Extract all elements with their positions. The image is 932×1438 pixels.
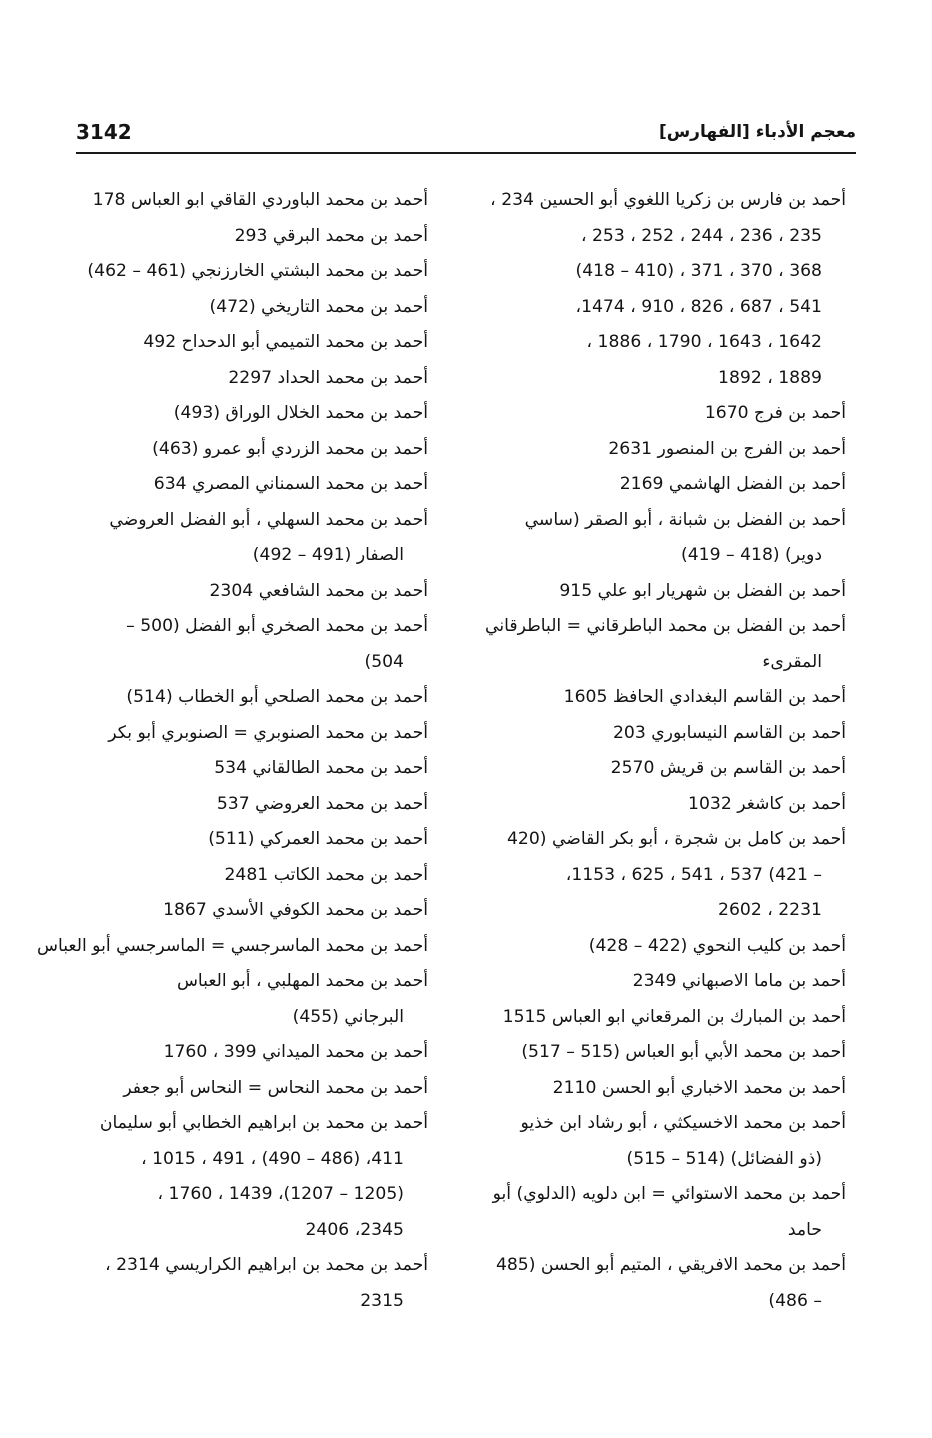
index-entry-line: أحمد بن القاسم بن قريش 2570 [610, 758, 846, 778]
index-entry-line: أحمد بن محمد التميمي أبو الدحداح 492 [143, 332, 428, 352]
index-entry-line: أحمد بن محمد الاخباري أبو الحسن 2110 [552, 1077, 846, 1098]
index-entry [486, 432, 846, 468]
index-entry-continuation: 368 ، 370 ، 371 ، (410 – 418) [575, 261, 822, 281]
index-entry-continuation: 2345، 2406 [305, 1219, 404, 1240]
index-entry [68, 361, 428, 397]
index-entry-line: أحمد بن محمد بن ابراهيم الخطابي أبو سليمان [99, 1113, 428, 1133]
index-entry-line: أحمد بن محمد الباوردي القاقي ابو العباس 178 [92, 190, 428, 210]
index-entry [68, 964, 428, 1035]
index-entry-line: أحمد بن الفرج بن المنصور 2631 [608, 438, 846, 459]
index-column-right [486, 183, 846, 1319]
index-entry-line: أحمد بن فرج 1670 [704, 403, 846, 423]
index-entry [486, 467, 846, 503]
index-entry-line: أحمد بن محمد البرقي 293 [234, 225, 428, 246]
index-entry-line: أحمد بن محمد الزردي أبو عمرو (463) [152, 438, 428, 459]
index-entry [68, 716, 428, 752]
running-title: معجم الأدباء [الفهارس] [658, 122, 856, 142]
index-entry-line: أحمد بن محمد الاخسيكثي ، أبو رشاد ابن خذيو [520, 1113, 846, 1133]
index-entry-line: أحمد بن محمد الصنوبري = الصنوبري أبو بكر [108, 722, 428, 743]
index-entry [486, 680, 846, 716]
index-entry-continuation: 235 ، 236 ، 244 ، 252 ، 253 ، [580, 225, 822, 246]
index-entry [486, 574, 846, 610]
index-entry [68, 254, 428, 290]
index-entry-line: أحمد بن محمد الأبي أبو العباس (515 – 517) [521, 1042, 846, 1062]
index-entry-line: أحمد بن المبارك بن المرقعاني ابو العباس 1515 [502, 1006, 846, 1027]
index-entry-line: أحمد بن محمد بن ابراهيم الكراريسي 2314 ، [105, 1255, 428, 1275]
index-entry [486, 822, 846, 929]
index-entry-continuation: 504) [364, 651, 404, 672]
index-entry-line: أحمد بن محمد العروضي 537 [216, 793, 428, 814]
index-entry-line: أحمد بن محمد الافريقي ، المتيم أبو الحسن (485 [495, 1255, 846, 1275]
index-entry-line: أحمد بن كاشغر 1032 [688, 793, 846, 814]
index-entry [486, 964, 846, 1000]
index-entry-line: أحمد بن فارس بن زكريا اللغوي أبو الحسين 234 ، [490, 190, 846, 210]
index-entry-continuation: 1642 ، 1643 ، 1790 ، 1886 ، [586, 332, 822, 352]
index-entry-continuation: حامد [787, 1219, 822, 1240]
index-entry-line: أحمد بن محمد الشافعي 2304 [209, 580, 428, 601]
page-header [76, 118, 856, 154]
index-entry [68, 467, 428, 503]
index-entry-line: أحمد بن الفضل بن شهريار ابو علي 915 [559, 580, 846, 601]
index-entry [68, 503, 428, 574]
index-entry-line: أحمد بن محمد الماسرجسي = الماسرجسي أبو العباس [37, 935, 428, 956]
index-entry-line: أحمد بن القاسم النيسابوري 203 [612, 722, 846, 743]
index-entry-line: أحمد بن محمد المهلبي ، أبو العباس [176, 971, 428, 991]
index-entry [68, 893, 428, 929]
page-number: 3142 [76, 120, 132, 144]
index-entry-line: أحمد بن محمد الكاتب 2481 [224, 864, 428, 885]
index-entry [68, 680, 428, 716]
index-entry-line: أحمد بن محمد الاستوائي = ابن دلويه (الدلوي) أبو [492, 1184, 846, 1204]
index-entry [68, 1248, 428, 1319]
index-entry [68, 574, 428, 610]
index-entry-line: أحمد بن الفضل بن شبانة ، أبو الصقر (ساسي [524, 509, 846, 530]
index-entry-continuation: البرجاني (455) [292, 1006, 404, 1027]
index-entry [68, 396, 428, 432]
index-entry-line: أحمد بن كليب النحوي (422 – 428) [588, 935, 846, 956]
index-entry [68, 1106, 428, 1248]
index-entry-line: أحمد بن محمد الطالقاني 534 [214, 758, 428, 778]
index-entry [68, 822, 428, 858]
index-entry-continuation: 2315 [360, 1290, 404, 1311]
index-entry [486, 929, 846, 965]
index-entry-continuation: – 421) 537 ، 541 ، 625 ، 1153، [565, 864, 822, 885]
index-entry [68, 787, 428, 823]
index-entry-continuation: المقرىء [762, 651, 822, 672]
index-entry-line: أحمد بن محمد الكوفي الأسدي 1867 [163, 900, 428, 920]
index-entry [68, 858, 428, 894]
index-entry-continuation: الصفار (491 – 492) [252, 545, 404, 565]
index-entry-line: أحمد بن الفضل الهاشمي 2169 [619, 474, 846, 494]
index-entry-line: أحمد بن كامل بن شجرة ، أبو بكر القاضي (420 [506, 829, 846, 849]
index-column-left [37, 183, 428, 1319]
index-entry [68, 219, 428, 255]
index-entry [68, 751, 428, 787]
index-entry-continuation: 411، (486 – 490) ، 491 ، 1015 ، [141, 1148, 404, 1169]
index-entry-continuation: 1889 ، 1892 [718, 367, 822, 388]
index-entry [486, 396, 846, 432]
header-rule [76, 152, 856, 154]
index-entry-line: أحمد بن الفضل بن محمد الباطرقاني = الباطرقاني [485, 616, 846, 636]
index-entry-line: أحمد بن محمد النحاس = النحاس أبو جعفر [123, 1077, 428, 1098]
index-entry-continuation: 541 ، 687 ، 826 ، 910 ، 1474، [575, 296, 822, 317]
index-entry-line: أحمد بن محمد الصلحي أبو الخطاب (514) [126, 687, 428, 707]
index-entry [486, 1071, 846, 1107]
index-entry [68, 1035, 428, 1071]
index-entry-continuation: 2231 ، 2602 [718, 900, 822, 920]
index-entry [68, 290, 428, 326]
index-entry-line: أحمد بن محمد الميداني 399 ، 1760 [163, 1042, 428, 1062]
index-entry-line: أحمد بن محمد الصخري أبو الفضل (500 – [126, 616, 428, 636]
index-entry [68, 183, 428, 219]
index-entry-line: أحمد بن القاسم البغدادي الحافظ 1605 [563, 687, 846, 707]
index-entry [486, 1248, 846, 1319]
index-entry [486, 716, 846, 752]
index-entry-continuation: (1205 – 1207)، 1439 ، 1760 ، [157, 1184, 404, 1204]
index-entry-line: أحمد بن ماما الاصبهاني 2349 [632, 971, 846, 991]
index-entry [486, 183, 846, 396]
index-entry [486, 787, 846, 823]
index-entry-line: أحمد بن محمد التاريخي (472) [209, 296, 428, 317]
index-entry [68, 432, 428, 468]
index-entry [68, 325, 428, 361]
index-entry [486, 609, 846, 680]
index-entry-continuation: (ذو الفضائل) (514 – 515) [626, 1148, 822, 1169]
index-entry-line: أحمد بن محمد البشتي الخارزنجي (461 – 462) [87, 261, 428, 281]
index-entry-line: أحمد بن محمد الحداد 2297 [228, 367, 428, 388]
index-entry [68, 1071, 428, 1107]
index-entry [37, 929, 428, 965]
index-entry [486, 1177, 846, 1248]
index-entry-line: أحمد بن محمد العمركي (511) [208, 829, 428, 849]
index-entry [486, 1000, 846, 1036]
index-entry-line: أحمد بن محمد الخلال الوراق (493) [173, 403, 428, 423]
index-entry [486, 1035, 846, 1071]
index-entry-line: أحمد بن محمد السهلي ، أبو الفضل العروضي [109, 509, 428, 530]
index-entry [68, 609, 428, 680]
index-entry-continuation: – 486) [768, 1290, 822, 1311]
index-entry [486, 1106, 846, 1177]
index-entry [486, 751, 846, 787]
index-entry-continuation: دوير) (418 – 419) [681, 545, 822, 565]
index-entry-line: أحمد بن محمد السمناني المصري 634 [153, 474, 428, 494]
index-entry [486, 503, 846, 574]
